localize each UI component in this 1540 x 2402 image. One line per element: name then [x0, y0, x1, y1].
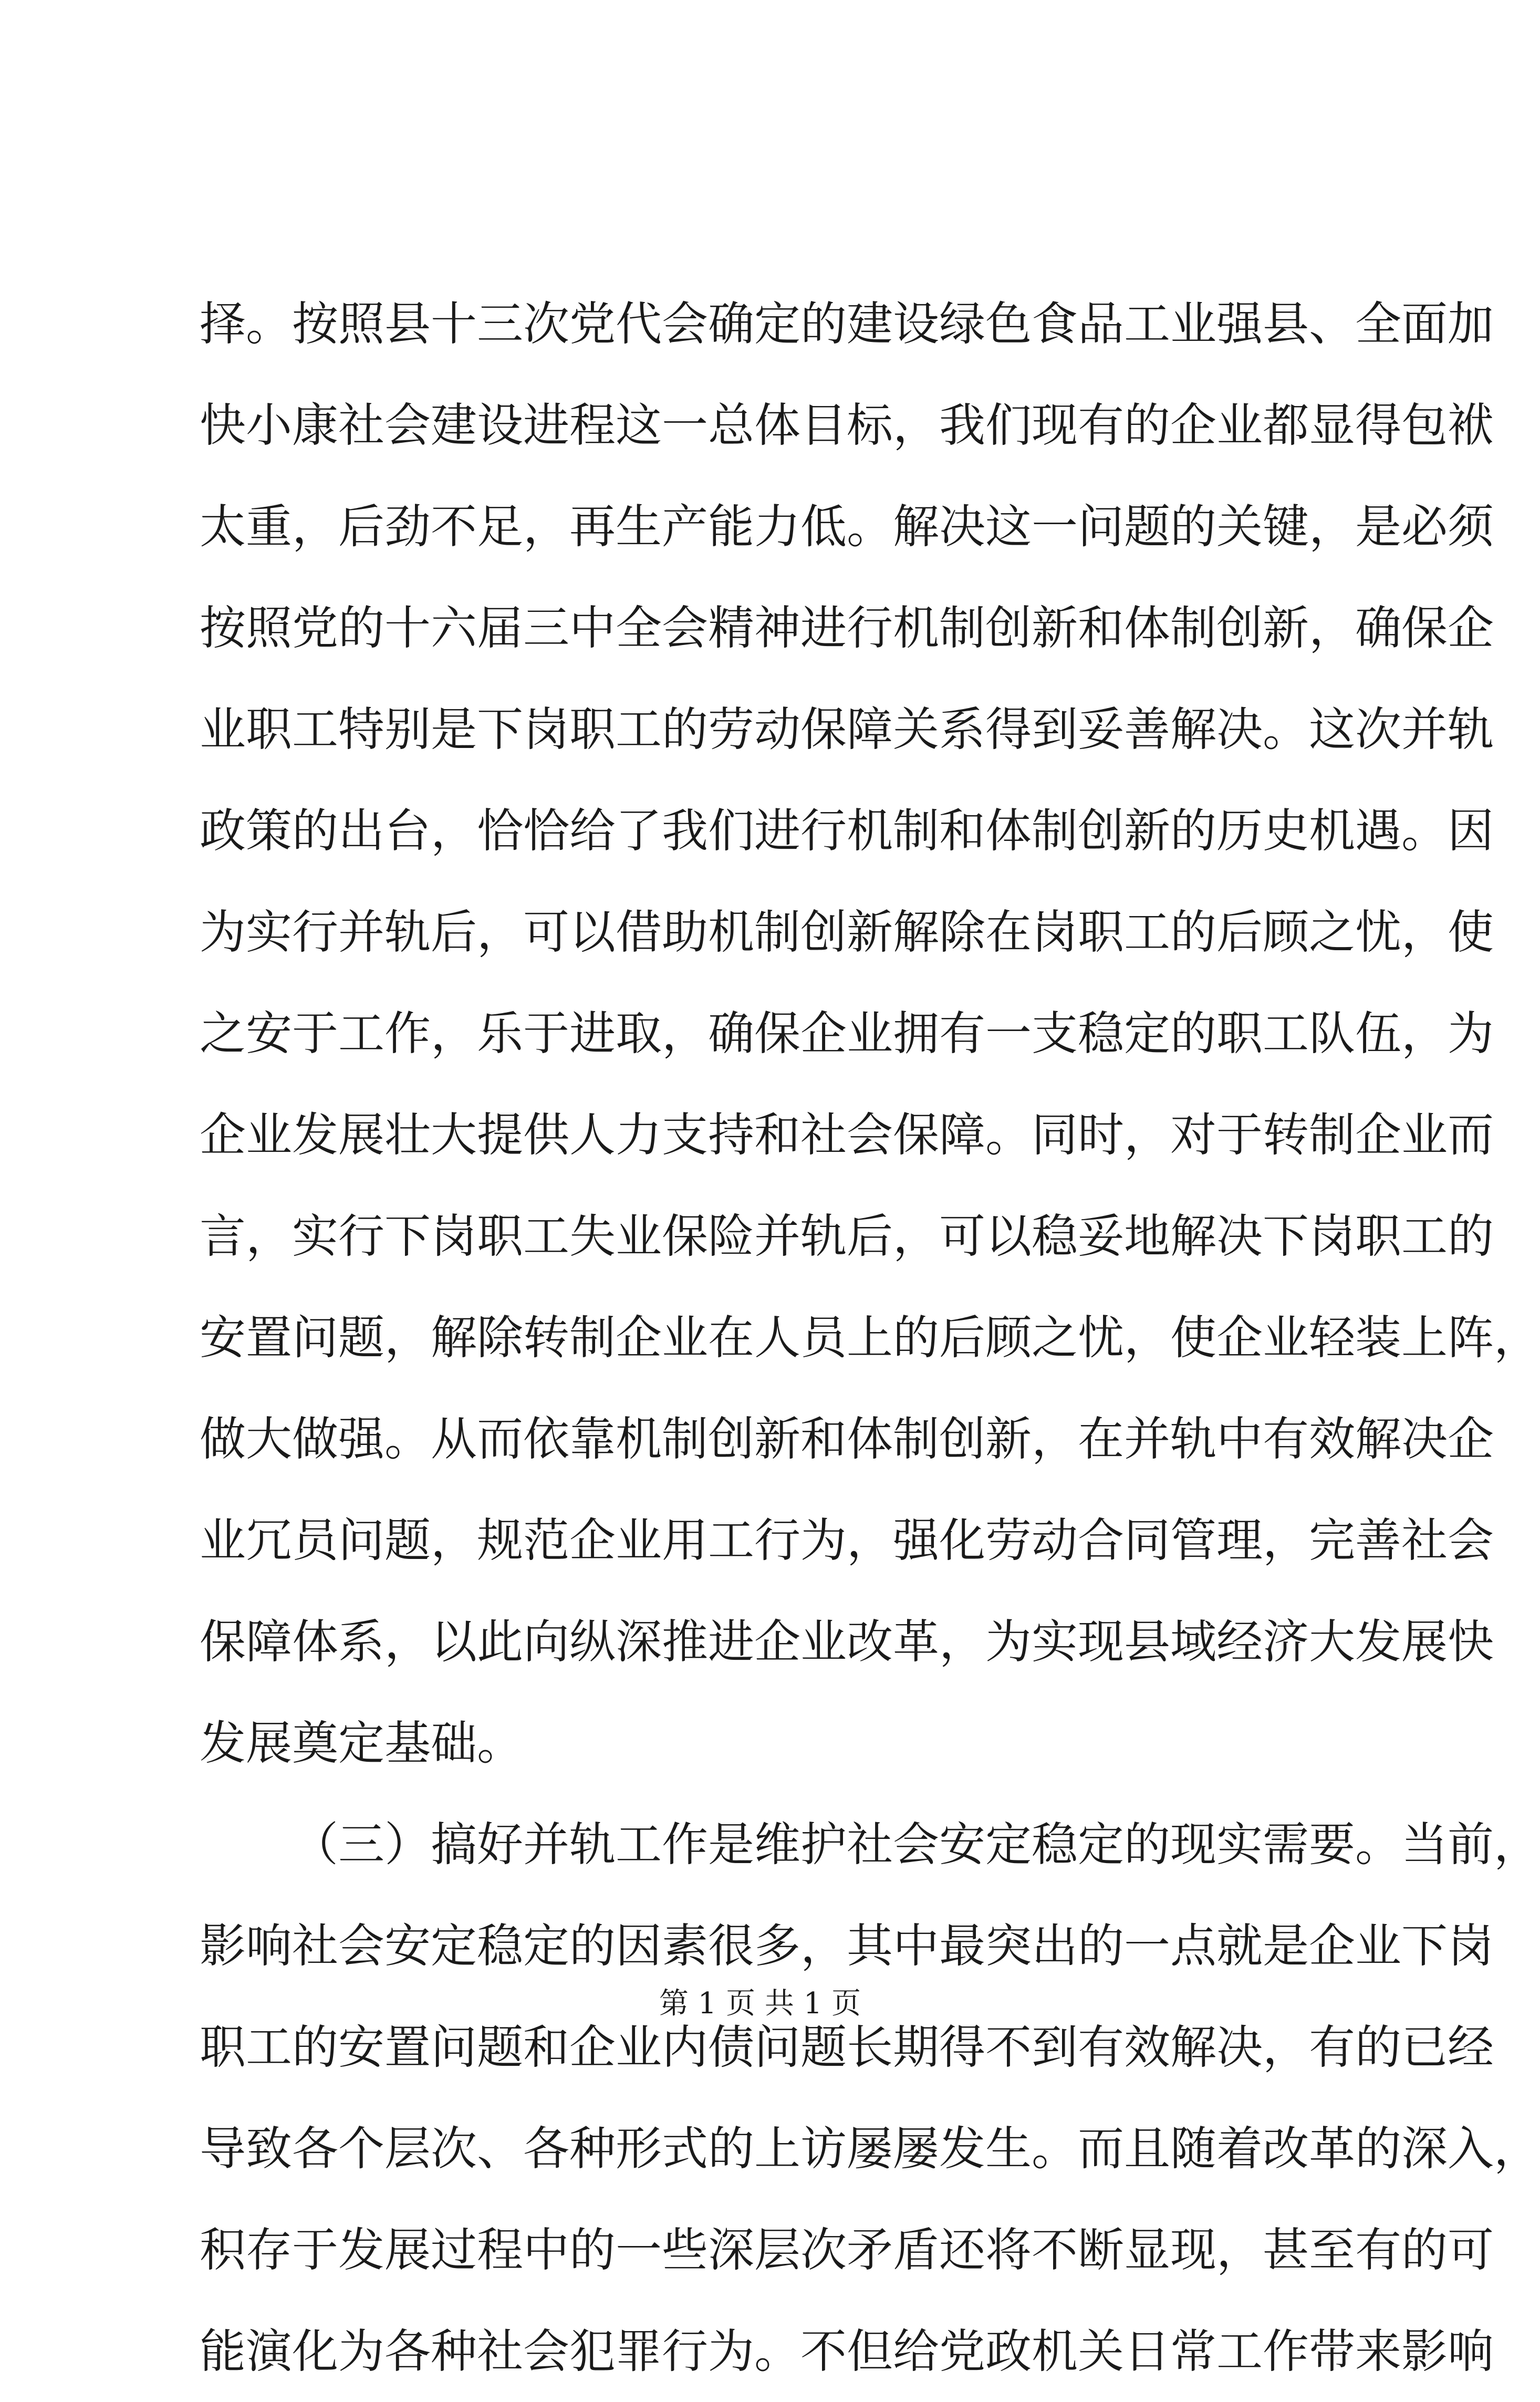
text-line: 择。按照县十三次党代会确定的建设绿色食品工业强县、全面加 — [200, 297, 1494, 351]
text-line: 发展奠定基础。 — [200, 1716, 524, 1770]
text-line: 导致各个层次、各种形式的上访屡屡发生。而且随着改革的深入， — [200, 2122, 1540, 2176]
text-line: 太重，后劲不足，再生产能力低。解决这一问题的关键，是必须 — [200, 500, 1494, 554]
text-line: 为实行并轨后，可以借助机制创新解除在岗职工的后顾之忧，使 — [200, 905, 1494, 959]
text-line: 政策的出台，恰恰给了我们进行机制和体制创新的历史机遇。因 — [200, 804, 1494, 858]
text-line: 能演化为各种社会犯罪行为。不但给党政机关日常工作带来影响 — [200, 2324, 1494, 2378]
text-line: 之安于工作，乐于进取，确保企业拥有一支稳定的职工队伍，为 — [200, 1006, 1494, 1060]
paragraph-first-line: （三）搞好并轨工作是维护社会安定稳定的现实需要。当前， — [292, 1817, 1540, 1871]
text-line: 快小康社会建设进程这一总体目标，我们现有的企业都显得包袱 — [200, 398, 1494, 452]
text-line: 保障体系，以此向纵深推进企业改革，为实现县域经济大发展快 — [200, 1615, 1494, 1669]
text-line: 业职工特别是下岗职工的劳动保障关系得到妥善解决。这次并轨 — [200, 702, 1494, 756]
text-line: 按照党的十六届三中全会精神进行机制创新和体制创新，确保企 — [200, 601, 1494, 655]
page-footer: 第 1 页 共 1 页 — [659, 1987, 861, 2021]
text-line: 影响社会安定稳定的因素很多，其中最突出的一点就是企业下岗 — [200, 1919, 1494, 1973]
text-line: 言，实行下岗职工失业保险并轨后，可以稳妥地解决下岗职工的 — [200, 1209, 1494, 1263]
body-text — [200, 273, 1540, 2402]
text-line: 企业发展壮大提供人力支持和社会保障。同时，对于转制企业而 — [200, 1108, 1494, 1162]
text-line: 积存于发展过程中的一些深层次矛盾还将不断显现，甚至有的可 — [200, 2223, 1494, 2277]
text-line: 业冗员问题，规范企业用工行为，强化劳动合同管理，完善社会 — [200, 1513, 1494, 1567]
text-line: 职工的安置问题和企业内债问题长期得不到有效解决，有的已经 — [200, 2020, 1494, 2074]
text-line: 做大做强。从而依靠机制创新和体制创新，在并轨中有效解决企 — [200, 1412, 1494, 1466]
text-line: 安置问题，解除转制企业在人员上的后顾之忧，使企业轻装上阵， — [200, 1311, 1540, 1365]
